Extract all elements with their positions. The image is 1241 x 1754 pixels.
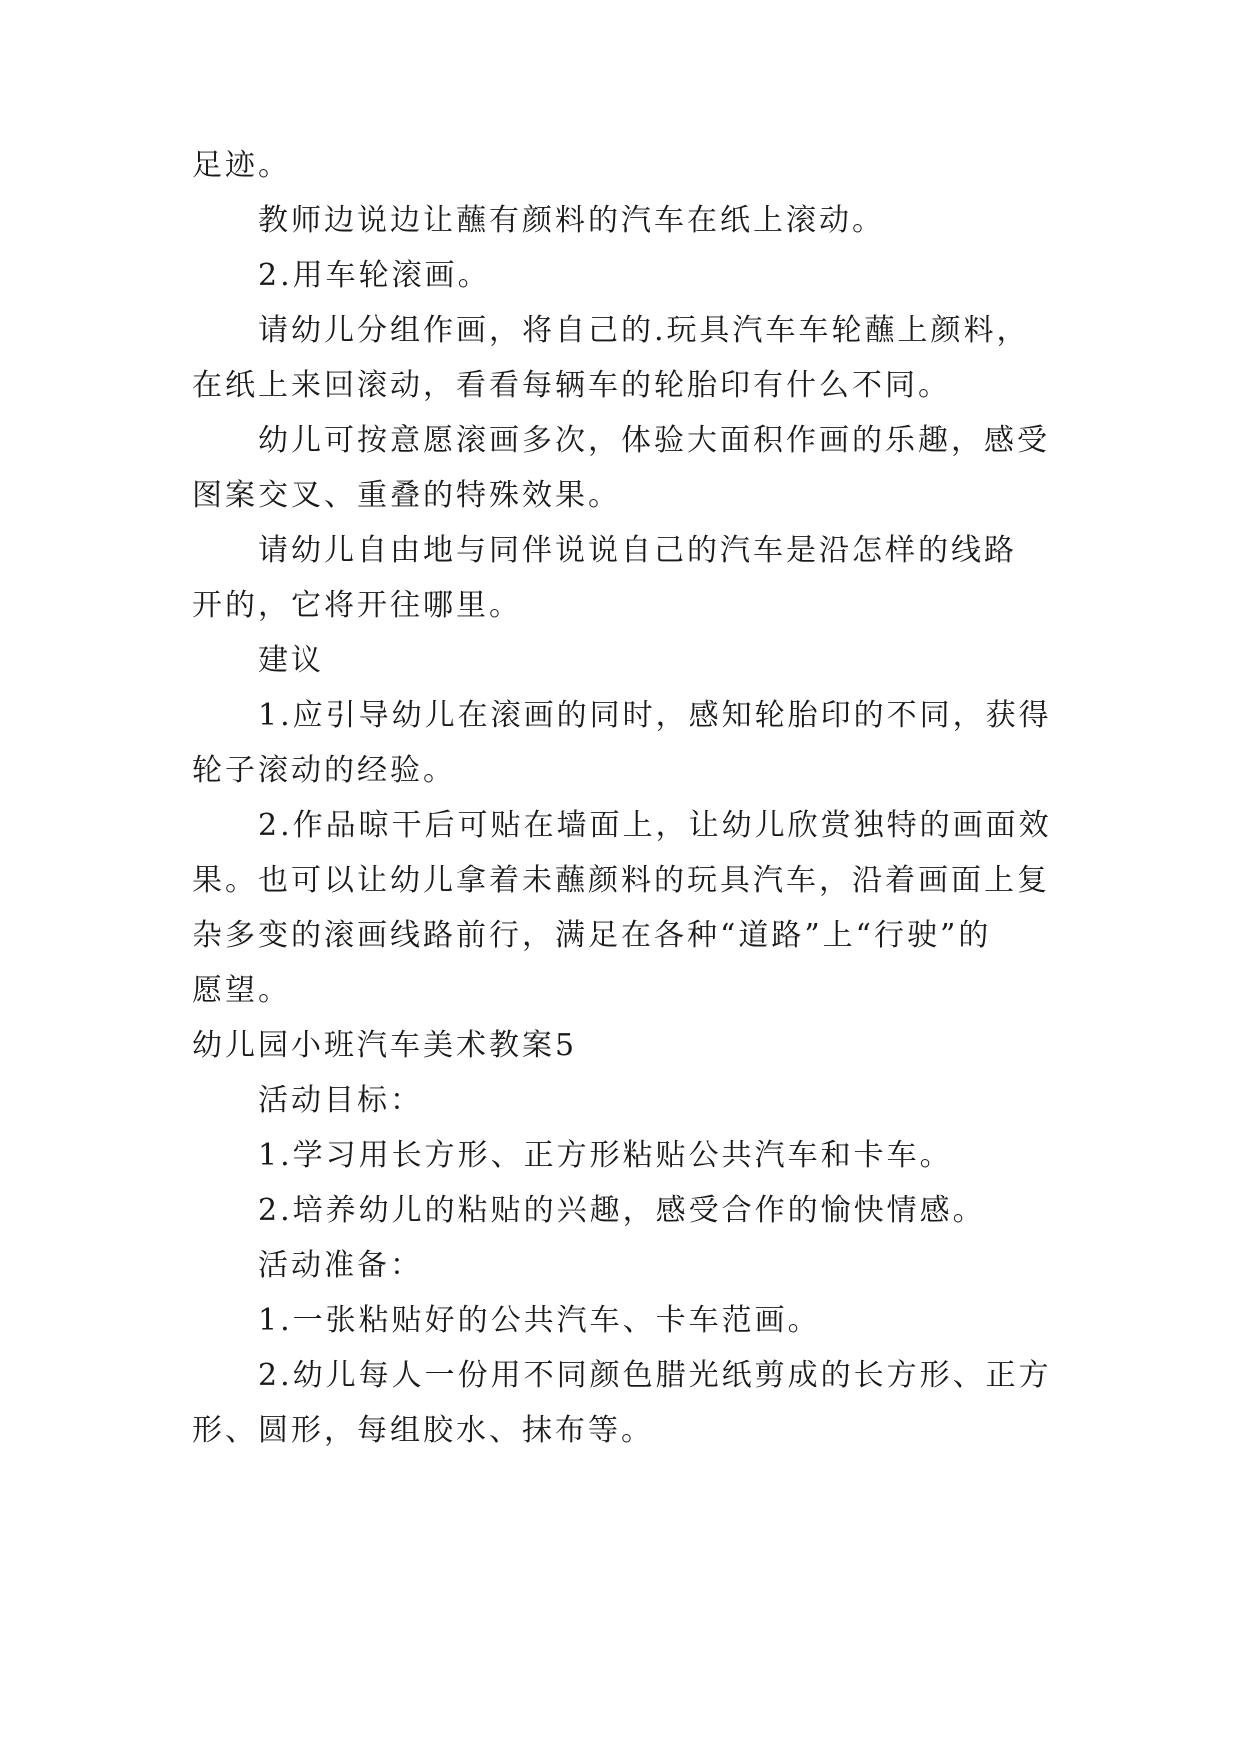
- text-line: 在纸上来回滚动，看看每辆车的轮胎印有什么不同。: [192, 368, 951, 403]
- text-line: 足迹。: [192, 148, 291, 183]
- text-line: 果。也可以让幼儿拿着未蘸颜料的玩具汽车，沿着画面上复: [192, 863, 1050, 898]
- text-line: 请幼儿自由地与同伴说说自己的汽车是沿怎样的线路: [258, 533, 1017, 568]
- text-line: 2.用车轮滚画。: [258, 258, 491, 293]
- text-line: 教师边说边让蘸有颜料的汽车在纸上滚动。: [258, 203, 885, 238]
- text-line: 建议: [258, 643, 324, 678]
- text-line: 开的，它将开往哪里。: [192, 588, 522, 623]
- text-line: 2.作品晾干后可贴在墙面上，让幼儿欣赏独特的画面效: [258, 808, 1052, 843]
- text-line: 2.幼儿每人一份用不同颜色腊光纸剪成的长方形、正方: [258, 1358, 1052, 1393]
- text-line: 轮子滚动的经验。: [192, 753, 456, 788]
- text-line: 形、圆形，每组胶水、抹布等。: [192, 1413, 654, 1448]
- text-line: 2.培养幼儿的粘贴的兴趣，感受合作的愉快情感。: [258, 1193, 986, 1228]
- text-line: 请幼儿分组作画，将自己的.玩具汽车车轮蘸上颜料，: [258, 313, 1030, 348]
- text-line: 杂多变的滚画线路前行，满足在各种“道路”上“行驶”的: [192, 918, 992, 953]
- section-heading: 幼儿园小班汽车美术教案5: [192, 1028, 578, 1063]
- text-line: 图案交叉、重叠的特殊效果。: [192, 478, 621, 513]
- text-line: 活动准备：: [258, 1248, 423, 1283]
- text-line: 1.学习用长方形、正方形粘贴公共汽车和卡车。: [258, 1138, 953, 1173]
- text-line: 愿望。: [192, 973, 291, 1008]
- text-line: 1.应引导幼儿在滚画的同时，感知轮胎印的不同，获得: [258, 698, 1052, 733]
- text-line: 活动目标：: [258, 1083, 423, 1118]
- text-line: 幼儿可按意愿滚画多次，体验大面积作画的乐趣，感受: [258, 423, 1050, 458]
- text-line: 1.一张粘贴好的公共汽车、卡车范画。: [258, 1303, 821, 1338]
